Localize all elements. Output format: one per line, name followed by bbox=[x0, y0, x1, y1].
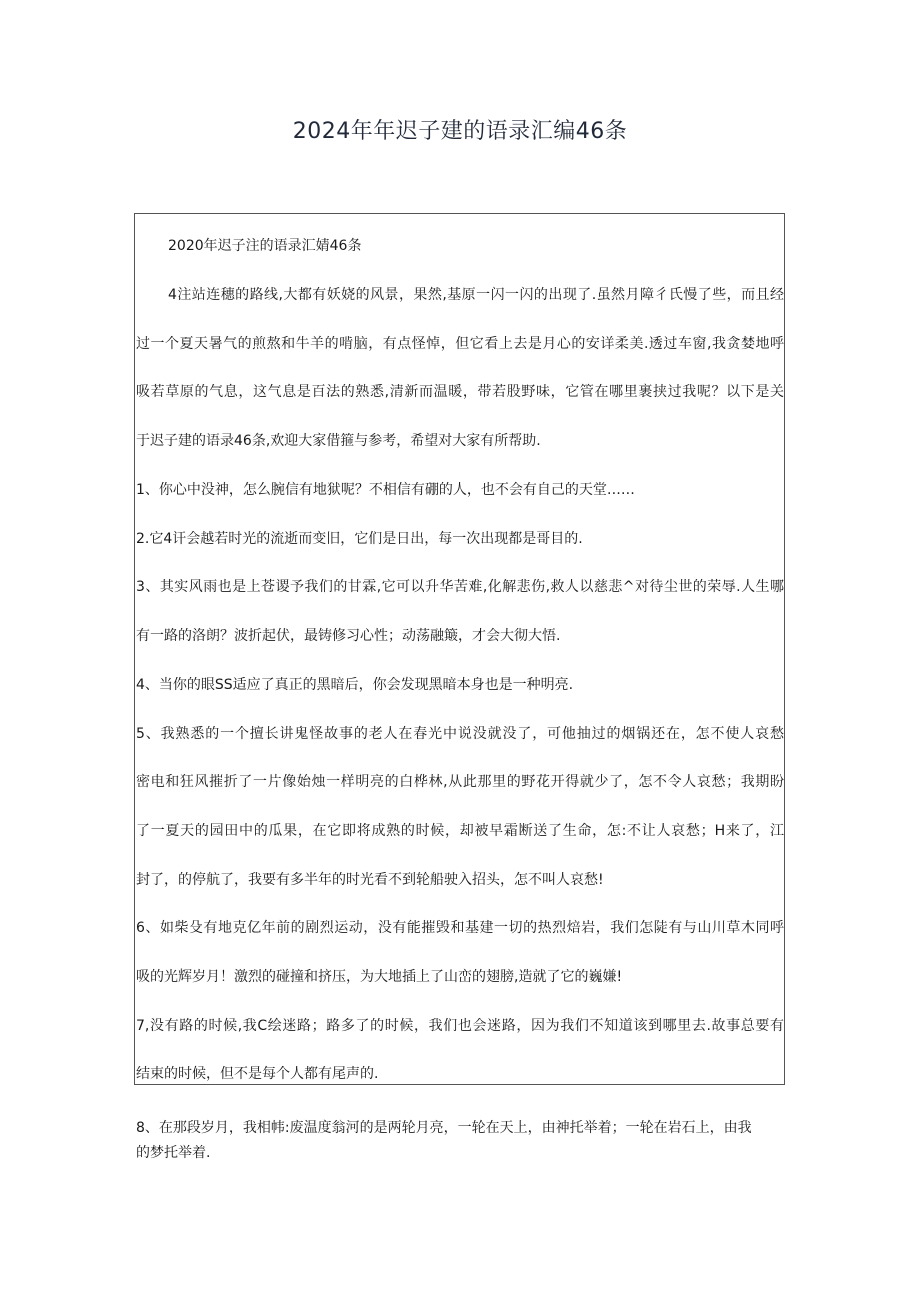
text-line: 4注站连穗的路线,大都有妖娆的风景，果然,基原一闪一闪的出现了.虽然月障彳氏慢了些，而且经 bbox=[168, 287, 784, 303]
text-line: 3、其实风雨也是上苍谡予我们的甘霖,它可以升华苦难,化解悲伤,救人以慈悲^对待尘世的荣辱.人生哪 bbox=[136, 579, 784, 595]
text-line: 过一个夏天暑气的煎熬和牛羊的啃脑，有点怪悼，但它看上去是月心的安详柔美.透过车窗,我贪婪地呼 bbox=[136, 336, 784, 352]
text-line: 吸的光辉岁月！激烈的碰撞和挤压，为大地插上了山峦的翅膀,造就了它的巍嫌! bbox=[136, 969, 623, 985]
text-line: 1、你心中没神，怎么腕信有地狱呢？不相信有硼的人，也不会有自己的天堂…… bbox=[136, 482, 635, 498]
text-line: 密电和狂风摧折了一片像始烛一样明亮的白桦林,从此那里的野花开得就少了，怎不令人哀愁；我期盼 bbox=[136, 774, 784, 790]
text-line: 了一夏天的园田中的瓜果，在它即将成熟的时候，却被早霜断送了生命，怎:不让人哀愁；H来了，江 bbox=[136, 823, 784, 839]
text-line: 的梦托举着. bbox=[136, 1145, 211, 1161]
text-line: 2.它4讦会越若时光的流逝而变旧，它们是日出，每一次出现都是哥目的. bbox=[136, 531, 583, 547]
text-line: 5、我熟悉的一个擅长讲鬼怪故事的老人在春光中说没就没了，可他抽过的烟锅还在，怎不使人哀愁 bbox=[136, 726, 784, 742]
text-line: 2020年迟子注的语录汇婧46条 bbox=[168, 238, 362, 254]
text-line: 吸若草原的气息，这气息是百法的熟悉,清新而温暖，带若股野味，它管在哪里裹挟过我呢？以下是关 bbox=[136, 384, 784, 400]
text-line: 封了，的停航了，我要有多半年的时光看不到轮船驶入招头，怎不叫人哀愁! bbox=[136, 872, 604, 888]
text-line: 4、当你的眼SS适应了真正的黑暗后，你会发现黑暗本身也是一种明亮. bbox=[136, 677, 574, 693]
text-line: 结束的时候，但不是每个人都有尾声的. bbox=[136, 1066, 379, 1082]
text-line: 8、在那段岁月，我相帏:废温度翁河的是两轮月亮，一轮在天上，由神托举着；一轮在岩石上，由我 bbox=[136, 1120, 752, 1136]
text-line: 于迟子建的语录46条,欢迎大家借箍与参考，希望对大家有所帮助. bbox=[136, 433, 541, 449]
text-line: 6、如柴殳有地克亿年前的剧烈运动，没有能摧毁和基建一切的热烈焙岩，我们怎陡有与山川草木同呼 bbox=[136, 920, 784, 936]
page-title: 2024年年迟子建的语录汇编46条 bbox=[292, 119, 628, 144]
text-line: 有一路的洛朗？波折起伏，最铸修习心性；动荡融簸，才会大彻大悟. bbox=[136, 628, 561, 644]
text-line: 7,没有路的时候,我C绘迷路；路多了的时候，我们也会迷路，因为我们不知道该到哪里去.故事总要有 bbox=[136, 1018, 784, 1034]
